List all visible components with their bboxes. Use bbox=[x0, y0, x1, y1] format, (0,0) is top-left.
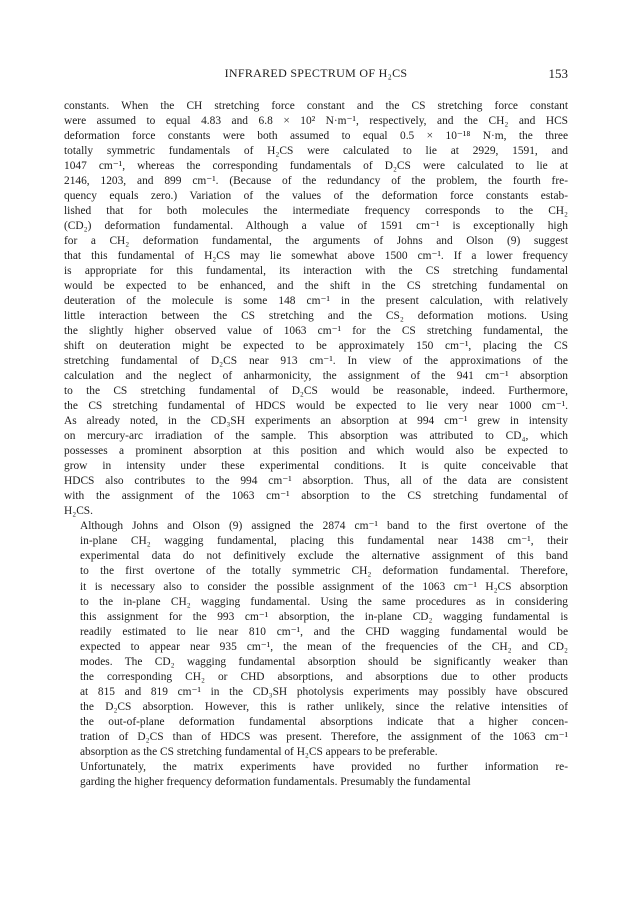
text-line: 1047 cm⁻¹, whereas the corresponding fundamentals of D₂CS were calculated to lie at bbox=[64, 160, 568, 173]
paragraph bbox=[64, 519, 568, 759]
text-line: that this fundamental of H₂CS may lie somewhat above 1500 cm⁻¹. If a lower frequency bbox=[64, 250, 568, 263]
text-line: the CS stretching fundamental of HDCS would be expected to lie very near 1000 cm⁻¹. bbox=[64, 400, 568, 413]
text-line: would be expected to be enhanced, and the shift in the CS stretching fundamental on bbox=[64, 280, 568, 293]
paragraph bbox=[64, 99, 568, 519]
text-line: H₂CS. bbox=[64, 505, 93, 518]
text-line: to the first overtone of the totally symmetric CH₂ deformation fundamental. Therefore, bbox=[80, 565, 568, 578]
text-line: absorption as the CS stretching fundamental of H₂CS appears to be preferable. bbox=[80, 745, 438, 758]
text-line: for a CH₂ deformation fundamental, the arguments of Johns and Olson (9) suggest bbox=[64, 235, 568, 248]
text-line: the D₂CS absorption. However, this is rather unlikely, since the relative intensities of bbox=[80, 700, 568, 713]
text-line: with the assignment of the 1063 cm⁻¹ absorption to the CS stretching fundamental of bbox=[64, 490, 568, 503]
text-line: modes. The CD₂ wagging fundamental absorption should be significantly weaker than bbox=[80, 655, 568, 668]
page-header bbox=[64, 66, 568, 84]
text-line: this assignment for the 993 cm⁻¹ absorption, the in-plane CD₂ wagging fundamental is bbox=[80, 610, 568, 623]
text-line: experimental data do not definitively exclude the alternative assignment of this band bbox=[80, 550, 568, 563]
text-line: totally symmetric fundamentals of H₂CS were calculated to lie at 2929, 1591, and bbox=[64, 145, 568, 158]
running-head: INFRARED SPECTRUM OF H₂CS bbox=[224, 66, 408, 80]
body-text bbox=[64, 99, 568, 790]
text-line: garding the higher frequency deformation fundamentals. Presumably the fundamental bbox=[80, 775, 471, 788]
text-line: in-plane CH₂ wagging fundamental, placing this fundamental near 1438 cm⁻¹, their bbox=[80, 535, 568, 548]
text-line: shift on deuteration might be expected to be approximately 150 cm⁻¹, placing the CS bbox=[64, 340, 568, 353]
text-line: it is necessary also to consider the possible assignment of the 1063 cm⁻¹ H₂CS absorption bbox=[80, 580, 568, 593]
text-line: lished that for both molecules the intermediate frequency corresponds to the CH₂ bbox=[64, 205, 568, 218]
text-line: stretching fundamental of D₂CS near 913 cm⁻¹. In view of the approximations of the bbox=[64, 355, 568, 368]
text-line: constants. When the CH stretching force constant and the CS stretching force constant bbox=[64, 100, 568, 112]
text-line: Although Johns and Olson (9) assigned the 2874 cm⁻¹ band to the first overtone of the bbox=[80, 520, 568, 533]
text-line: As already noted, in the CD₃SH experiments an absorption at 994 cm⁻¹ grew in intensity bbox=[64, 415, 568, 428]
text-line: tration of D₂CS than of HDCS was present. Therefore, the assignment of the 1063 cm⁻¹ bbox=[80, 730, 568, 743]
text-line: expected to appear near 935 cm⁻¹, the mean of the frequencies of the CH₂ and CD₂ bbox=[80, 640, 568, 653]
text-line: quency equals zero.) Variation of the values of the deformation force constants estab- bbox=[64, 190, 568, 203]
text-line: HDCS also contributes to the 994 cm⁻¹ absorption. Thus, all of the data are consistent bbox=[64, 475, 568, 488]
text-line: the out-of-plane deformation fundamental absorptions indicate that a higher concen- bbox=[80, 715, 568, 728]
text-line: deformation force constants were both assumed to equal 0.5 × 10⁻¹⁸ N·m, the three bbox=[64, 130, 568, 143]
text-line: were assumed to equal 4.83 and 6.8 × 10² N·m⁻¹, respectively, and the CH₂ and HCS bbox=[64, 115, 568, 128]
text-line: calculation and the neglect of anharmonicity, the assignment of the 941 cm⁻¹ absorption bbox=[64, 370, 568, 383]
text-line: to the CS stretching fundamental of D₂CS would be reasonable, indeed. Furthermore, bbox=[64, 385, 568, 398]
text-line: the slightly higher observed value of 1063 cm⁻¹ for the CS stretching fundamental, the bbox=[64, 325, 568, 338]
paragraph bbox=[64, 760, 568, 790]
page-number: 153 bbox=[548, 66, 568, 81]
text-line: at 815 and 819 cm⁻¹ in the CD₃SH photolysis experiments may possibly have obscured bbox=[80, 685, 568, 698]
text-line: on mercury-arc irradiation of the sample. This absorption was attributed to CD₄, which bbox=[64, 430, 568, 443]
text-line: little interaction between the CS stretching and the CS₂ deformation motions. Using bbox=[64, 310, 568, 323]
text-line: possesses a prominent absorption at this position and which would also be expected to bbox=[64, 445, 568, 458]
text-line: is appropriate for this fundamental, its interaction with the CS stretching fundamental bbox=[64, 265, 568, 278]
text-line: Unfortunately, the matrix experiments have provided no further information re- bbox=[80, 760, 568, 773]
text-line: deuteration of the molecule is some 148 cm⁻¹ in the present calculation, with relatively bbox=[64, 295, 568, 308]
text-line: the corresponding CH₂ or CHD absorptions, and absorptions due to other products bbox=[80, 670, 568, 683]
text-line: 2146, 1203, and 899 cm⁻¹. (Because of the redundancy of the problem, the fourth fre- bbox=[64, 175, 568, 188]
text-line: readily estimated to lie near 810 cm⁻¹, and the CHD wagging fundamental would be bbox=[80, 625, 568, 638]
text-line: (CD₂) deformation fundamental. Although a value of 1591 cm⁻¹ is exceptionally high bbox=[64, 220, 568, 233]
text-line: grow in intensity under these experimental conditions. It is quite conceivable that bbox=[64, 460, 568, 473]
text-line: to the in-plane CH₂ wagging fundamental. Using the same procedures as in considering bbox=[80, 595, 568, 608]
